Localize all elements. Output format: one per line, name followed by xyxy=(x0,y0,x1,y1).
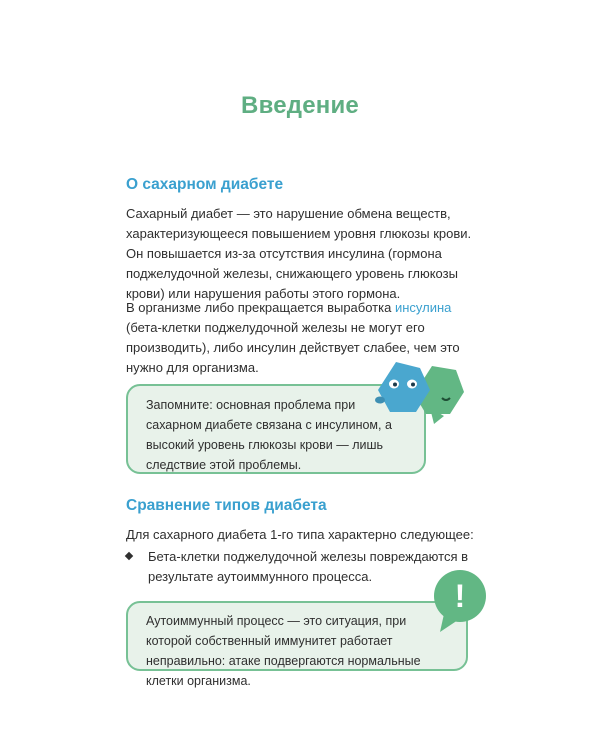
paragraph-mechanism-start: В организме либо прекращается выработка xyxy=(126,300,395,315)
insulin-term-link[interactable]: инсулина xyxy=(394,300,452,315)
exclamation-bubble-icon xyxy=(430,566,490,636)
diamond-bullet-icon xyxy=(125,552,133,560)
list-item xyxy=(126,547,476,587)
callout-autoimmune-text: Аутоиммунный процесс — это ситуация, при которой собственный иммунитет работает неправильно: атаке подвергаются нормальные клетки организма. xyxy=(146,614,421,688)
page-title: Введение xyxy=(241,92,359,119)
callout-autoimmune xyxy=(126,601,468,688)
paragraph-definition: Сахарный диабет — это нарушение обмена веществ, характеризующееся повышением уровня глюкозы крови. xyxy=(126,206,472,241)
callout-remember-text: Запомните: основная проблема при сахарном диабете связана с инсулином, а высокий уровень глюкозы крови — лишь следствие этой проблемы. xyxy=(146,398,392,472)
section-heading-diabetes-types: Сравнение типов диабета xyxy=(126,497,327,514)
paragraph-mechanism-end: (бета-клетки поджелудочной железы не могут его производить), либо инсулин действует слабее, чем это нужно для организма. xyxy=(126,320,460,375)
exclamation-mark: ! xyxy=(454,578,466,614)
section-heading-about-diabetes: О сахарном диабете xyxy=(126,176,284,193)
bullet-text: Бета-клетки поджелудочной железы повреждаются в результате аутоиммунного процесса. xyxy=(148,549,469,584)
paragraph-cause: Он повышается из-за отсутствия инсулина (гормона поджелудочной железы, снижающего уровень глюкозы крови) или нарушения работы этого гормона. xyxy=(126,246,458,301)
paragraph-type1-intro: Для сахарного диабета 1-го типа характерно следующее: xyxy=(126,527,474,542)
hexagon-mascots-icon xyxy=(360,356,470,446)
